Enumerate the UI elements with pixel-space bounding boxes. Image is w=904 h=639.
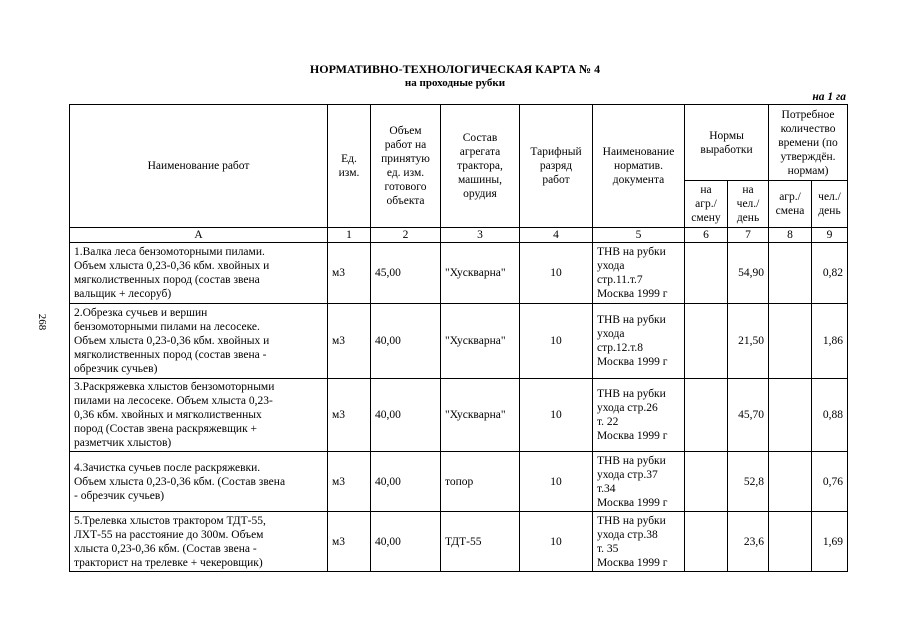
table-row bbox=[70, 512, 848, 572]
cell-unit: м3 bbox=[328, 379, 371, 452]
cell-grade: 10 bbox=[520, 304, 593, 379]
cell-norm-person-day: 23,6 bbox=[728, 512, 769, 572]
cell-equipment: топор bbox=[441, 452, 520, 512]
cell-document: ТНВ на рубки ухода стр.11.т.7 Москва 1999 г bbox=[593, 243, 685, 304]
cell-unit: м3 bbox=[328, 304, 371, 379]
cell-norm-unit-shift bbox=[685, 304, 728, 379]
cell-volume: 40,00 bbox=[371, 379, 441, 452]
document-subtitle: на проходные рубки bbox=[404, 77, 506, 89]
header-row bbox=[70, 105, 848, 181]
cell-norm-unit-shift bbox=[685, 243, 728, 304]
header-unit: Ед. изм. bbox=[328, 105, 371, 228]
cell-document: ТНВ на рубки ухода стр.37 т.34 Москва 1999 г bbox=[593, 452, 685, 512]
unit-note: на 1 га bbox=[812, 91, 846, 103]
page-number: 268 bbox=[36, 313, 48, 331]
cell-work: 3.Раскряжевка хлыстов бензомоторными пилами на лесосеке. Объем хлыста 0,23- 0,36 кбм. хвойных и мягколиственных пород (Состав звена раскряжевщик + разметчик хлыстов) bbox=[70, 379, 328, 452]
header-time-unit-shift: агр./ смена bbox=[769, 181, 812, 228]
cell-time-person-day: 1,69 bbox=[812, 512, 848, 572]
cell-time-unit-shift bbox=[769, 243, 812, 304]
cell-norm-person-day: 45,70 bbox=[728, 379, 769, 452]
table-row bbox=[70, 379, 848, 452]
column-index: 2 bbox=[371, 228, 441, 243]
header-time: Потребное количество времени (по утверждён. нормам) bbox=[769, 105, 848, 181]
cell-grade: 10 bbox=[520, 379, 593, 452]
column-index: 7 bbox=[728, 228, 769, 243]
column-index: 4 bbox=[520, 228, 593, 243]
cell-work: 2.Обрезка сучьев и вершин бензомоторными пилами на лесосеке. Объем хлыста 0,23-0,36 кбм. хвойных и мягколиственных пород (состав звена - обрезчик сучьев) bbox=[70, 304, 328, 379]
column-index-row bbox=[70, 228, 848, 243]
cell-equipment: "Хускварна" bbox=[441, 304, 520, 379]
header-norm-person-day: на чел./ день bbox=[728, 181, 769, 228]
cell-time-unit-shift bbox=[769, 304, 812, 379]
column-index: А bbox=[70, 228, 328, 243]
document-title: НОРМАТИВНО-ТЕХНОЛОГИЧЕСКАЯ КАРТА № 4 bbox=[309, 62, 601, 76]
cell-unit: м3 bbox=[328, 243, 371, 304]
cell-time-unit-shift bbox=[769, 379, 812, 452]
cell-volume: 40,00 bbox=[371, 512, 441, 572]
cell-work: 5.Трелевка хлыстов трактором ТДТ-55, ЛХТ-55 на расстояние до 300м. Объем хлыста 0,23-0,36 кбм. (Состав звена - тракторист на трелевке + чекеровщик) bbox=[70, 512, 328, 572]
header-time-person-day: чел./ день bbox=[812, 181, 848, 228]
column-index: 6 bbox=[685, 228, 728, 243]
cell-equipment: "Хускварна" bbox=[441, 379, 520, 452]
table-row bbox=[70, 243, 848, 304]
column-index: 5 bbox=[593, 228, 685, 243]
cell-norm-person-day: 21,50 bbox=[728, 304, 769, 379]
cell-norm-unit-shift bbox=[685, 452, 728, 512]
header-work: Наименование работ bbox=[70, 105, 328, 228]
cell-grade: 10 bbox=[520, 243, 593, 304]
cell-volume: 45,00 bbox=[371, 243, 441, 304]
cell-grade: 10 bbox=[520, 452, 593, 512]
header-document: Наименование норматив. документа bbox=[593, 105, 685, 228]
column-index: 3 bbox=[441, 228, 520, 243]
cell-norm-person-day: 52,8 bbox=[728, 452, 769, 512]
cell-unit: м3 bbox=[328, 452, 371, 512]
cell-unit: м3 bbox=[328, 512, 371, 572]
header-equipment: Состав агрегата трактора, машины, орудия bbox=[441, 105, 520, 228]
cell-work: 4.Зачистка сучьев после раскряжевки. Объем хлыста 0,23-0,36 кбм. (Состав звена - обрезчик сучьев) bbox=[70, 452, 328, 512]
table-row bbox=[70, 304, 848, 379]
norms-table bbox=[69, 104, 848, 572]
column-index: 8 bbox=[769, 228, 812, 243]
cell-document: ТНВ на рубки ухода стр.26 т. 22 Москва 1999 г bbox=[593, 379, 685, 452]
header-volume: Объем работ на принятую ед. изм. готового объекта bbox=[371, 105, 441, 228]
cell-norm-unit-shift bbox=[685, 379, 728, 452]
cell-time-person-day: 0,88 bbox=[812, 379, 848, 452]
cell-time-person-day: 0,82 bbox=[812, 243, 848, 304]
column-index: 1 bbox=[328, 228, 371, 243]
column-index: 9 bbox=[812, 228, 848, 243]
cell-time-unit-shift bbox=[769, 512, 812, 572]
cell-volume: 40,00 bbox=[371, 304, 441, 379]
header-norms: Нормы выработки bbox=[685, 105, 769, 181]
cell-time-person-day: 1,86 bbox=[812, 304, 848, 379]
cell-grade: 10 bbox=[520, 512, 593, 572]
cell-time-person-day: 0,76 bbox=[812, 452, 848, 512]
table-row bbox=[70, 452, 848, 512]
header-norm-unit-shift: на агр./ смену bbox=[685, 181, 728, 228]
cell-work: 1.Валка леса бензомоторными пилами. Объем хлыста 0,23-0,36 кбм. хвойных и мягколиственных пород (состав звена вальщик + лесоруб) bbox=[70, 243, 328, 304]
cell-equipment: ТДТ-55 bbox=[441, 512, 520, 572]
cell-time-unit-shift bbox=[769, 452, 812, 512]
cell-document: ТНВ на рубки ухода стр.12.т.8 Москва 1999 г bbox=[593, 304, 685, 379]
cell-norm-unit-shift bbox=[685, 512, 728, 572]
cell-volume: 40,00 bbox=[371, 452, 441, 512]
cell-norm-person-day: 54,90 bbox=[728, 243, 769, 304]
header-grade: Тарифный разряд работ bbox=[520, 105, 593, 228]
cell-equipment: "Хускварна" bbox=[441, 243, 520, 304]
cell-document: ТНВ на рубки ухода стр.38 т. 35 Москва 1999 г bbox=[593, 512, 685, 572]
